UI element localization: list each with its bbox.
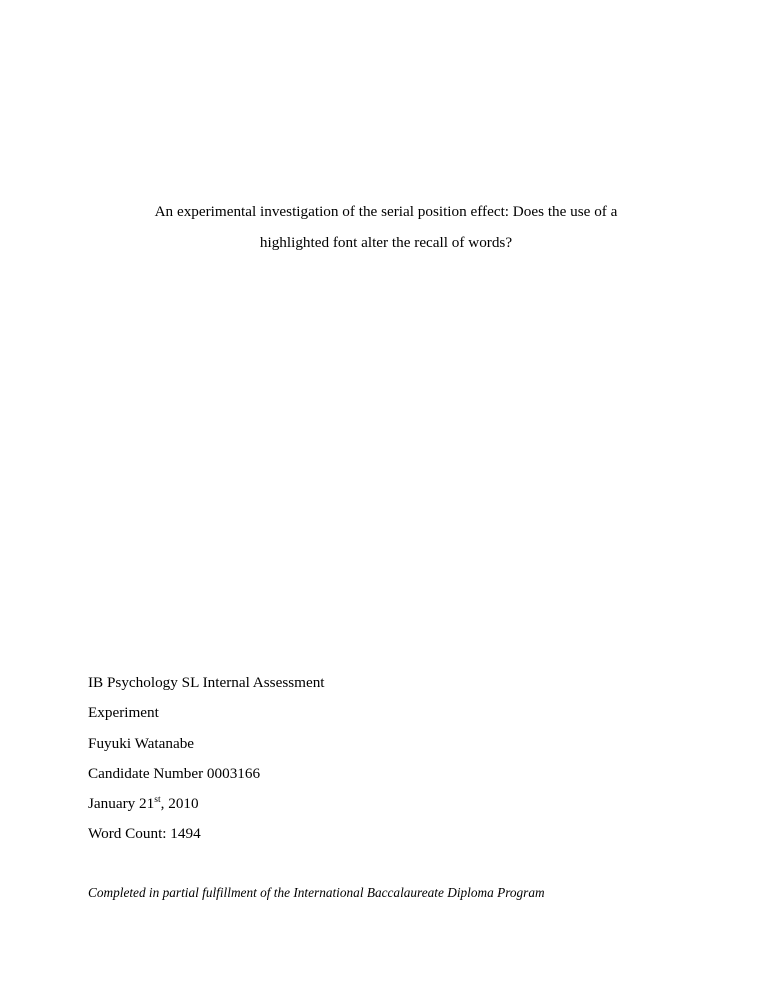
page-title: [116, 196, 656, 258]
title-line-1: An experimental investigation of the serial position effect: Does the use of a: [154, 203, 618, 220]
meta-candidate-number: Candidate Number 0003166: [88, 764, 261, 782]
meta-author: Fuyuki Watanabe: [88, 734, 195, 752]
meta-course: IB Psychology SL Internal Assessment: [88, 674, 325, 691]
meta-date: [88, 789, 688, 819]
document-metadata: [88, 668, 688, 850]
meta-word-count: Word Count: 1494: [88, 825, 201, 843]
meta-type: Experiment: [88, 704, 159, 722]
meta-date-suffix: , 2010: [160, 795, 199, 813]
title-line-2: highlighted font alter the recall of words?: [259, 234, 513, 251]
meta-date-ordinal: st: [154, 794, 161, 806]
completion-footnote: Completed in partial fulfillment of the International Baccalaureate Diploma Program: [88, 885, 545, 900]
meta-date-prefix: January 21: [88, 795, 155, 813]
